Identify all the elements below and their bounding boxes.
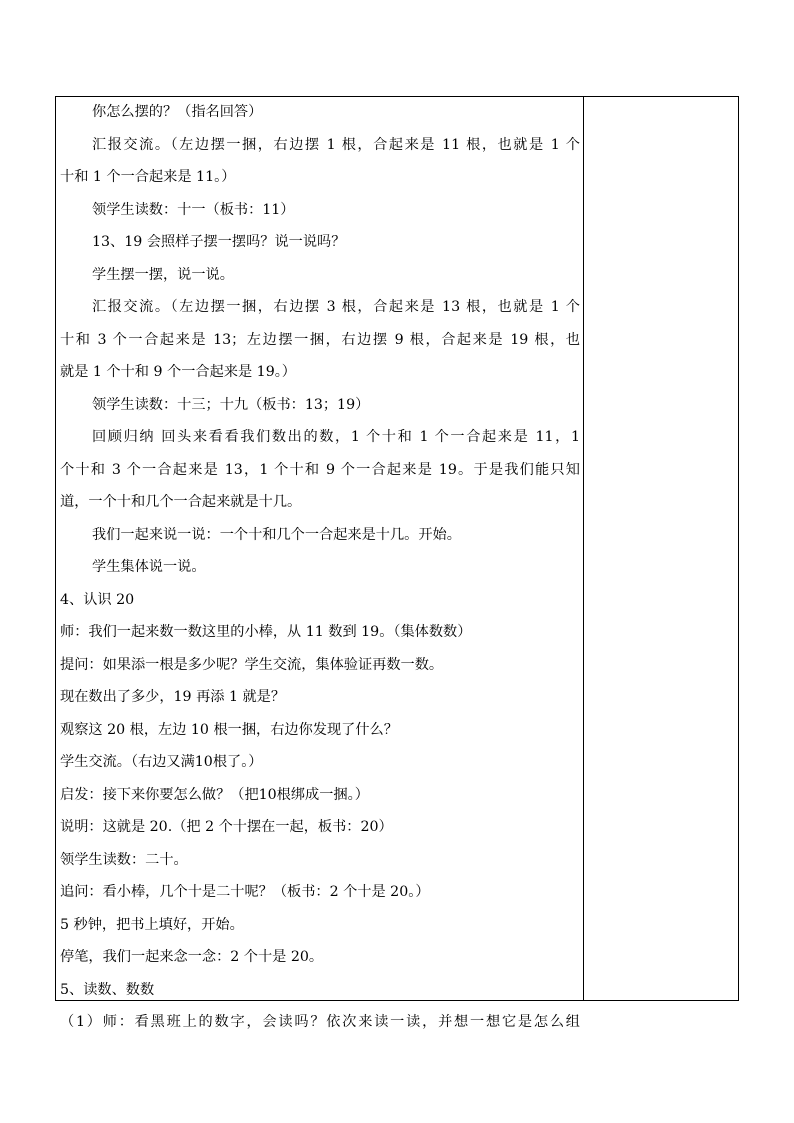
text-line: 停笔，我们一起来念一念：2 个十是 20。 <box>60 949 324 965</box>
text-line: 汇报交流。（左边摆一捆，右边摆 3 根，合起来是 13 根，也就是 1 个 <box>92 299 580 315</box>
text-line: 5、读数、数数 <box>60 981 155 998</box>
text-line: 个十和 3 个一合起来是 13，1 个十和 9 个一合起来是 19。于是我们能只知 <box>60 461 580 478</box>
text-line: 观察这 20 根，左边 10 根一捆，右边你发现了什么？ <box>60 721 398 738</box>
text-line: 十和 3 个一合起来是 13；左边摆一捆，右边摆 9 根，合起来是 19 根，也 <box>60 331 580 348</box>
text-line: 13、19 会照样子摆一摆吗？说一说吗？ <box>92 234 346 250</box>
text-line: 就是 1 个十和 9 个一合起来是 19。） <box>60 364 296 380</box>
lesson-plan-table <box>55 96 739 1030</box>
text-line: 学生交流。（右边又满10根了。） <box>60 754 263 770</box>
text-line: 你怎么摆的？（指名回答） <box>92 104 263 120</box>
text-line: 道，一个十和几个一合起来就是十几。 <box>60 494 302 510</box>
text-line: 回顾归纳 回头来看看我们数出的数，1 个十和 1 个一合起来是 11，1 <box>92 429 580 445</box>
text-line: 领学生读数：十一（板书：11） <box>92 201 295 218</box>
text-line: 说明：这就是 20.（把 2 个十摆在一起，板书：20） <box>60 819 393 835</box>
text-line: 我们一起来说一说：一个十和几个一合起来是十几。开始。 <box>92 526 461 543</box>
text-line: 领学生读数：十三；十九（板书：13；19） <box>92 396 370 413</box>
text-line: 领学生读数：二十。 <box>60 851 188 868</box>
text-line: 汇报交流。（左边摆一捆，右边摆 1 根，合起来是 11 根，也就是 1 个 <box>92 136 580 153</box>
text-line: 启发：接下来你要怎么做？（把10根绑成一捆。） <box>60 786 369 803</box>
text-line: 学生摆一摆，说一说。 <box>92 266 234 283</box>
text-line: （1）师：看黑班上的数字，会读吗？依次来读一读，并想一想它是怎么组 <box>60 1014 580 1030</box>
text-line: 现在数出了多少，19 再添 1 就是？ <box>60 689 286 705</box>
text-line: 4、认识 20 <box>60 591 135 608</box>
text-line: 5 秒钟，把书上填好，开始。 <box>60 916 244 933</box>
text-line: 十和 1 个一合起来是 11。） <box>60 169 236 185</box>
notes-cell <box>584 97 738 1000</box>
lesson-content-cell <box>56 97 584 1030</box>
text-line: 提问：如果添一根是多少呢？学生交流，集体验证再数一数。 <box>60 656 444 673</box>
text-line: 追问：看小棒，几个十是二十呢？（板书：2 个十是 20。） <box>60 884 430 900</box>
text-line: 学生集体说一说。 <box>92 559 206 575</box>
text-line: 师：我们一起来数一数这里的小棒，从 11 数到 19。（集体数数） <box>60 624 472 640</box>
